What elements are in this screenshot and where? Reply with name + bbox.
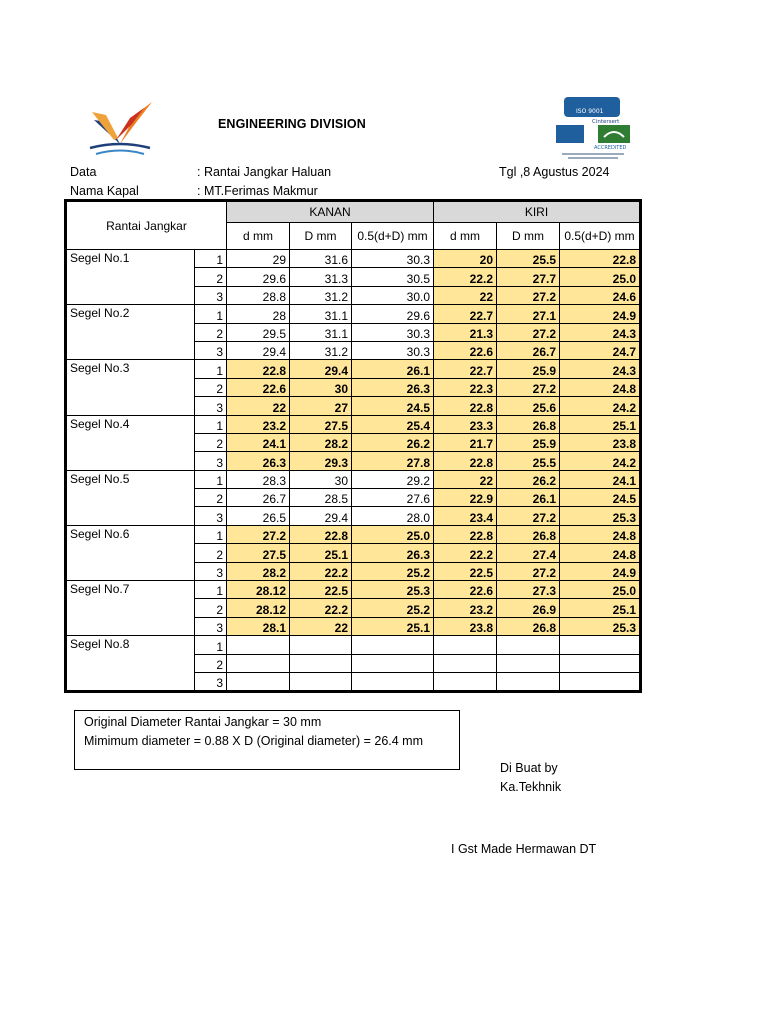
kiri-d-mm-cell: 22.2 xyxy=(434,544,497,562)
kanan-avg-mm-cell: 29.6 xyxy=(352,305,434,323)
kanan-d-mm-cell: 29 xyxy=(227,250,290,268)
kiri-D-mm-cell: 25.5 xyxy=(497,452,560,470)
row-number: 3 xyxy=(195,286,227,304)
kanan-d-mm-cell: 28.1 xyxy=(227,617,290,635)
kanan-d-mm-cell: 28.12 xyxy=(227,581,290,599)
row-number: 2 xyxy=(195,378,227,396)
kanan-D-mm-cell: 31.3 xyxy=(290,268,352,286)
group-header-kanan: KANAN xyxy=(227,202,434,223)
kiri-avg-mm-cell: 24.1 xyxy=(560,470,640,488)
kanan-d-mm-cell: 28.8 xyxy=(227,286,290,304)
kiri-D-mm-cell: 27.2 xyxy=(497,323,560,341)
kanan-avg-mm-cell: 25.0 xyxy=(352,525,434,543)
page-title: ENGINEERING DIVISION xyxy=(218,117,366,131)
kanan-D-mm-cell: 29.3 xyxy=(290,452,352,470)
signer-name: I Gst Made Hermawan DT xyxy=(451,842,597,856)
kiri-avg-mm-cell: 22.8 xyxy=(560,250,640,268)
kanan-d-mm-cell: 29.4 xyxy=(227,341,290,359)
kanan-d-mm-cell: 28.2 xyxy=(227,562,290,580)
kiri-d-mm-cell: 23.2 xyxy=(434,599,497,617)
kanan-D-mm-cell: 31.2 xyxy=(290,286,352,304)
kanan-d-mm-cell: 22 xyxy=(227,397,290,415)
table-row xyxy=(67,636,640,654)
kanan-D-mm-cell: 27.5 xyxy=(290,415,352,433)
kiri-d-mm-cell: 22 xyxy=(434,470,497,488)
kiri-D-mm-cell: 26.2 xyxy=(497,470,560,488)
row-number: 3 xyxy=(195,507,227,525)
kiri-avg-mm-cell: 25.1 xyxy=(560,599,640,617)
kiri-D-mm-cell xyxy=(497,636,560,654)
kanan-D-mm-cell: 31.1 xyxy=(290,305,352,323)
segment-label: Segel No.2 xyxy=(67,305,195,360)
kanan-D-mm-cell: 22.2 xyxy=(290,599,352,617)
kanan-d-mm-cell: 28 xyxy=(227,305,290,323)
col-header-D-kanan: D mm xyxy=(290,223,352,250)
kiri-avg-mm-cell: 24.9 xyxy=(560,562,640,580)
kanan-avg-mm-cell: 26.1 xyxy=(352,360,434,378)
kanan-D-mm-cell: 28.2 xyxy=(290,433,352,451)
segment-label: Segel No.4 xyxy=(67,415,195,470)
kanan-d-mm-cell: 28.12 xyxy=(227,599,290,617)
kiri-avg-mm-cell: 24.3 xyxy=(560,360,640,378)
kanan-D-mm-cell: 29.4 xyxy=(290,360,352,378)
segment-label: Segel No.7 xyxy=(67,581,195,636)
kiri-avg-mm-cell: 24.8 xyxy=(560,378,640,396)
row-number: 1 xyxy=(195,360,227,378)
data-value: : Rantai Jangkar Haluan xyxy=(197,165,332,179)
kiri-avg-mm-cell xyxy=(560,672,640,690)
kanan-avg-mm-cell: 30.5 xyxy=(352,268,434,286)
kanan-D-mm-cell: 28.5 xyxy=(290,489,352,507)
kanan-D-mm-cell: 22.2 xyxy=(290,562,352,580)
kanan-d-mm-cell: 28.3 xyxy=(227,470,290,488)
table-row xyxy=(67,250,640,268)
kiri-D-mm-cell: 26.8 xyxy=(497,617,560,635)
kanan-d-mm-cell: 22.8 xyxy=(227,360,290,378)
row-number: 2 xyxy=(195,599,227,617)
kiri-avg-mm-cell: 25.0 xyxy=(560,581,640,599)
kiri-D-mm-cell: 25.6 xyxy=(497,397,560,415)
note-original-diameter: Original Diameter Rantai Jangkar = 30 mm xyxy=(84,715,322,729)
kiri-d-mm-cell: 22 xyxy=(434,286,497,304)
kiri-D-mm-cell: 26.9 xyxy=(497,599,560,617)
kanan-avg-mm-cell xyxy=(352,636,434,654)
kanan-D-mm-cell: 22.5 xyxy=(290,581,352,599)
note-minimum-diameter: Mimimum diameter = 0.88 X D (Original diameter) = 26.4 mm xyxy=(84,734,423,748)
company-logo xyxy=(86,100,154,158)
kanan-D-mm-cell: 29.4 xyxy=(290,507,352,525)
data-label: Data xyxy=(70,165,97,179)
kanan-avg-mm-cell: 30.0 xyxy=(352,286,434,304)
signer-role: Ka.Tekhnik xyxy=(500,780,562,794)
table-body xyxy=(67,250,640,691)
cert-brand-text: Cintersert xyxy=(592,119,620,125)
row-number: 1 xyxy=(195,636,227,654)
kiri-D-mm-cell: 26.7 xyxy=(497,341,560,359)
table-row xyxy=(67,415,640,433)
kanan-D-mm-cell: 25.1 xyxy=(290,544,352,562)
row-number: 2 xyxy=(195,433,227,451)
kanan-avg-mm-cell: 24.5 xyxy=(352,397,434,415)
report-date: Tgl ,8 Agustus 2024 xyxy=(499,165,610,179)
iso-certification-logo xyxy=(554,97,636,161)
kiri-d-mm-cell: 22.8 xyxy=(434,397,497,415)
table-row xyxy=(67,525,640,543)
kiri-avg-mm-cell: 25.0 xyxy=(560,268,640,286)
group-header-kiri: KIRI xyxy=(434,202,640,223)
kiri-d-mm-cell: 22.7 xyxy=(434,360,497,378)
kiri-avg-mm-cell: 23.8 xyxy=(560,433,640,451)
row-number: 2 xyxy=(195,489,227,507)
kiri-avg-mm-cell: 24.6 xyxy=(560,286,640,304)
kiri-avg-mm-cell: 24.8 xyxy=(560,525,640,543)
kanan-avg-mm-cell: 27.6 xyxy=(352,489,434,507)
kiri-D-mm-cell: 27.1 xyxy=(497,305,560,323)
row-number: 2 xyxy=(195,268,227,286)
row-number: 2 xyxy=(195,323,227,341)
cert-top-text: ISO 9001 xyxy=(576,108,604,115)
table-row xyxy=(67,360,640,378)
cert-accredited-text: ACCREDITED xyxy=(594,145,627,151)
kanan-d-mm-cell xyxy=(227,654,290,672)
row-number: 1 xyxy=(195,581,227,599)
kanan-avg-mm-cell: 27.8 xyxy=(352,452,434,470)
row-number: 3 xyxy=(195,452,227,470)
kanan-d-mm-cell xyxy=(227,636,290,654)
kiri-avg-mm-cell: 25.1 xyxy=(560,415,640,433)
ship-name: : MT.Ferimas Makmur xyxy=(197,184,318,198)
kanan-D-mm-cell: 27 xyxy=(290,397,352,415)
kiri-avg-mm-cell: 24.5 xyxy=(560,489,640,507)
col-header-avg-kanan: 0.5(d+D) mm xyxy=(352,223,434,250)
kanan-D-mm-cell: 31.2 xyxy=(290,341,352,359)
kiri-avg-mm-cell xyxy=(560,654,640,672)
kiri-avg-mm-cell: 24.2 xyxy=(560,397,640,415)
kanan-avg-mm-cell: 30.3 xyxy=(352,341,434,359)
row-number: 1 xyxy=(195,250,227,268)
kanan-D-mm-cell: 22 xyxy=(290,617,352,635)
col-header-d-kanan: d mm xyxy=(227,223,290,250)
kiri-D-mm-cell xyxy=(497,672,560,690)
col-header-D-kiri: D mm xyxy=(497,223,560,250)
kiri-D-mm-cell: 27.2 xyxy=(497,378,560,396)
kiri-d-mm-cell: 22.6 xyxy=(434,341,497,359)
row-number: 1 xyxy=(195,470,227,488)
kiri-avg-mm-cell: 24.7 xyxy=(560,341,640,359)
kiri-d-mm-cell: 21.7 xyxy=(434,433,497,451)
kanan-d-mm-cell: 26.7 xyxy=(227,489,290,507)
segment-label: Segel No.1 xyxy=(67,250,195,305)
anchor-chain-table xyxy=(66,201,640,691)
kanan-avg-mm-cell: 30.3 xyxy=(352,323,434,341)
kiri-d-mm-cell xyxy=(434,636,497,654)
kanan-d-mm-cell xyxy=(227,672,290,690)
kiri-d-mm-cell: 22.8 xyxy=(434,452,497,470)
row-number: 1 xyxy=(195,525,227,543)
segment-label: Segel No.8 xyxy=(67,636,195,691)
kanan-avg-mm-cell: 30.3 xyxy=(352,250,434,268)
kanan-d-mm-cell: 22.6 xyxy=(227,378,290,396)
kanan-D-mm-cell: 30 xyxy=(290,470,352,488)
kanan-avg-mm-cell: 25.2 xyxy=(352,562,434,580)
kiri-d-mm-cell: 22.2 xyxy=(434,268,497,286)
kiri-avg-mm-cell: 24.9 xyxy=(560,305,640,323)
made-by-label: Di Buat by xyxy=(500,761,558,775)
kanan-avg-mm-cell: 25.4 xyxy=(352,415,434,433)
kiri-d-mm-cell: 21.3 xyxy=(434,323,497,341)
col-header-avg-kiri: 0.5(d+D) mm xyxy=(560,223,640,250)
kiri-d-mm-cell: 23.3 xyxy=(434,415,497,433)
kiri-D-mm-cell: 27.3 xyxy=(497,581,560,599)
kiri-D-mm-cell: 27.7 xyxy=(497,268,560,286)
kanan-D-mm-cell xyxy=(290,654,352,672)
kanan-avg-mm-cell: 26.3 xyxy=(352,544,434,562)
segment-label: Segel No.5 xyxy=(67,470,195,525)
kiri-D-mm-cell: 26.8 xyxy=(497,525,560,543)
kanan-avg-mm-cell: 26.2 xyxy=(352,433,434,451)
kanan-d-mm-cell: 26.5 xyxy=(227,507,290,525)
kiri-D-mm-cell: 27.2 xyxy=(497,562,560,580)
row-number: 1 xyxy=(195,305,227,323)
kanan-avg-mm-cell: 25.2 xyxy=(352,599,434,617)
kiri-d-mm-cell xyxy=(434,654,497,672)
kanan-avg-mm-cell: 26.3 xyxy=(352,378,434,396)
kanan-avg-mm-cell: 25.3 xyxy=(352,581,434,599)
row-number: 3 xyxy=(195,341,227,359)
kiri-D-mm-cell: 25.9 xyxy=(497,433,560,451)
kiri-avg-mm-cell: 24.3 xyxy=(560,323,640,341)
ship-label: Nama Kapal xyxy=(70,184,139,198)
kiri-d-mm-cell: 23.8 xyxy=(434,617,497,635)
diameter-note-box xyxy=(74,710,460,770)
kiri-avg-mm-cell: 24.2 xyxy=(560,452,640,470)
corner-header: Rantai Jangkar xyxy=(67,202,227,250)
kanan-avg-mm-cell xyxy=(352,672,434,690)
kanan-avg-mm-cell: 28.0 xyxy=(352,507,434,525)
row-number: 3 xyxy=(195,562,227,580)
kiri-d-mm-cell: 22.7 xyxy=(434,305,497,323)
row-number: 2 xyxy=(195,654,227,672)
segment-label: Segel No.3 xyxy=(67,360,195,415)
kanan-d-mm-cell: 29.5 xyxy=(227,323,290,341)
kiri-d-mm-cell: 22.6 xyxy=(434,581,497,599)
kanan-d-mm-cell: 24.1 xyxy=(227,433,290,451)
row-number: 3 xyxy=(195,672,227,690)
col-header-d-kiri: d mm xyxy=(434,223,497,250)
kanan-D-mm-cell: 22.8 xyxy=(290,525,352,543)
kiri-D-mm-cell: 27.2 xyxy=(497,507,560,525)
kiri-D-mm-cell: 27.2 xyxy=(497,286,560,304)
kiri-D-mm-cell xyxy=(497,654,560,672)
kiri-d-mm-cell: 22.3 xyxy=(434,378,497,396)
kanan-D-mm-cell: 30 xyxy=(290,378,352,396)
kanan-d-mm-cell: 27.5 xyxy=(227,544,290,562)
row-number: 1 xyxy=(195,415,227,433)
table-row xyxy=(67,581,640,599)
row-number: 3 xyxy=(195,617,227,635)
kiri-D-mm-cell: 25.9 xyxy=(497,360,560,378)
kiri-D-mm-cell: 26.1 xyxy=(497,489,560,507)
kiri-d-mm-cell xyxy=(434,672,497,690)
kanan-d-mm-cell: 23.2 xyxy=(227,415,290,433)
kanan-D-mm-cell: 31.6 xyxy=(290,250,352,268)
kiri-D-mm-cell: 26.8 xyxy=(497,415,560,433)
kiri-avg-mm-cell: 24.8 xyxy=(560,544,640,562)
kanan-avg-mm-cell: 25.1 xyxy=(352,617,434,635)
kiri-D-mm-cell: 27.4 xyxy=(497,544,560,562)
row-number: 2 xyxy=(195,544,227,562)
kanan-d-mm-cell: 26.3 xyxy=(227,452,290,470)
table-row xyxy=(67,305,640,323)
kiri-avg-mm-cell: 25.3 xyxy=(560,507,640,525)
kiri-d-mm-cell: 20 xyxy=(434,250,497,268)
kanan-avg-mm-cell: 29.2 xyxy=(352,470,434,488)
row-number: 3 xyxy=(195,397,227,415)
segment-label: Segel No.6 xyxy=(67,525,195,580)
kanan-D-mm-cell xyxy=(290,672,352,690)
kanan-d-mm-cell: 29.6 xyxy=(227,268,290,286)
kiri-D-mm-cell: 25.5 xyxy=(497,250,560,268)
kiri-avg-mm-cell xyxy=(560,636,640,654)
kiri-d-mm-cell: 23.4 xyxy=(434,507,497,525)
table-row xyxy=(67,470,640,488)
kiri-d-mm-cell: 22.5 xyxy=(434,562,497,580)
kanan-d-mm-cell: 27.2 xyxy=(227,525,290,543)
kiri-d-mm-cell: 22.9 xyxy=(434,489,497,507)
kanan-D-mm-cell: 31.1 xyxy=(290,323,352,341)
kiri-d-mm-cell: 22.8 xyxy=(434,525,497,543)
kanan-D-mm-cell xyxy=(290,636,352,654)
kiri-avg-mm-cell: 25.3 xyxy=(560,617,640,635)
kanan-avg-mm-cell xyxy=(352,654,434,672)
